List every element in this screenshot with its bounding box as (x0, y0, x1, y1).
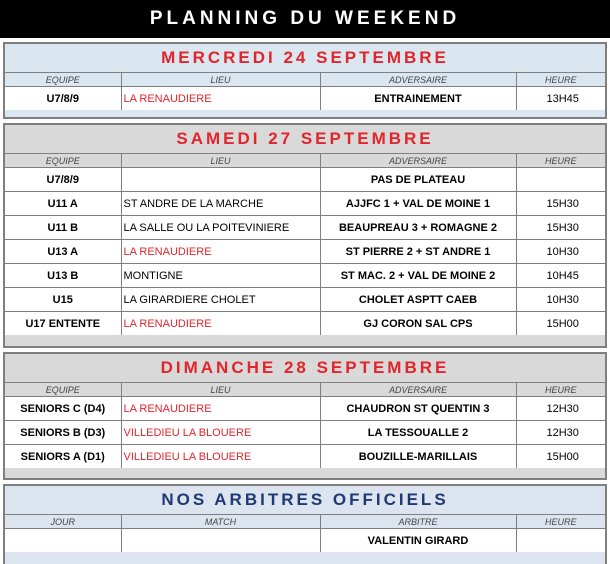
table-samedi (5, 154, 605, 335)
section-title-mercredi: MERCREDI 24 SEPTEMBRE (5, 44, 605, 73)
venue-cell: LA SALLE OU LA POITEVINIERE (121, 216, 320, 240)
col-header-heure: HEURE (516, 383, 605, 397)
table-row (5, 312, 605, 336)
opponent-cell: PAS DE PLATEAU (320, 168, 516, 192)
match-cell (121, 529, 320, 553)
opponent-cell: GJ CORON SAL CPS (320, 312, 516, 336)
time-cell: 12H30 (516, 397, 605, 421)
time-cell: 13H45 (516, 87, 605, 111)
time-cell: 10H30 (516, 240, 605, 264)
time-cell: 10H30 (516, 288, 605, 312)
team-cell: U13 A (5, 240, 121, 264)
section-dimanche (3, 352, 607, 480)
opponent-cell: CHAUDRON ST QUENTIN 3 (320, 397, 516, 421)
day-cell (5, 529, 121, 553)
col-header-equipe: EQUIPE (5, 383, 121, 397)
venue-cell (121, 168, 320, 192)
table-row (5, 216, 605, 240)
col-header-equipe: EQUIPE (5, 154, 121, 168)
venue-cell: VILLEDIEU LA BLOUERE (121, 421, 320, 445)
venue-cell: MONTIGNE (121, 264, 320, 288)
col-header-heure: HEURE (516, 154, 605, 168)
time-cell: 15H00 (516, 445, 605, 469)
table-mercredi (5, 73, 605, 110)
team-cell: U13 B (5, 264, 121, 288)
time-cell: 15H30 (516, 216, 605, 240)
col-header-adversaire: ADVERSAIRE (320, 73, 516, 87)
team-cell: U7/8/9 (5, 168, 121, 192)
team-cell: SENIORS C (D4) (5, 397, 121, 421)
time-cell (516, 529, 605, 553)
venue-cell: LA GIRARDIERE CHOLET (121, 288, 320, 312)
opponent-cell: ST PIERRE 2 + ST ANDRE 1 (320, 240, 516, 264)
section-title-samedi: SAMEDI 27 SEPTEMBRE (5, 125, 605, 154)
venue-cell: LA RENAUDIERE (121, 240, 320, 264)
referee-cell: VALENTIN GIRARD (320, 529, 516, 553)
section-samedi (3, 123, 607, 348)
team-cell: U11 A (5, 192, 121, 216)
col-header-equipe: EQUIPE (5, 73, 121, 87)
opponent-cell: ST MAC. 2 + VAL DE MOINE 2 (320, 264, 516, 288)
venue-cell: ST ANDRE DE LA MARCHE (121, 192, 320, 216)
venue-cell: LA RENAUDIERE (121, 312, 320, 336)
team-cell: U11 B (5, 216, 121, 240)
col-header-adversaire: ADVERSAIRE (320, 154, 516, 168)
time-cell: 10H45 (516, 264, 605, 288)
section-title-dimanche: DIMANCHE 28 SEPTEMBRE (5, 354, 605, 383)
page-title: PLANNING DU WEEKEND (0, 0, 610, 38)
section-mercredi (3, 42, 607, 119)
table-arbitres (5, 515, 605, 552)
col-header-heure: HEURE (516, 73, 605, 87)
venue-cell: VILLEDIEU LA BLOUERE (121, 445, 320, 469)
col-header-jour: JOUR (5, 515, 121, 529)
table-row (5, 421, 605, 445)
table-row (5, 445, 605, 469)
time-cell: 12H30 (516, 421, 605, 445)
col-header-lieu: LIEU (121, 383, 320, 397)
table-row (5, 397, 605, 421)
venue-cell: LA RENAUDIERE (121, 397, 320, 421)
table-row (5, 529, 605, 553)
table-row (5, 192, 605, 216)
section-arbitres (3, 484, 607, 564)
time-cell: 15H00 (516, 312, 605, 336)
table-row (5, 168, 605, 192)
table-row (5, 87, 605, 111)
team-cell: U7/8/9 (5, 87, 121, 111)
opponent-cell: BOUZILLE-MARILLAIS (320, 445, 516, 469)
section-title-arbitres: NOS ARBITRES OFFICIELS (5, 486, 605, 515)
venue-cell: LA RENAUDIERE (121, 87, 320, 111)
time-cell: 15H30 (516, 192, 605, 216)
opponent-cell: BEAUPREAU 3 + ROMAGNE 2 (320, 216, 516, 240)
opponent-cell: AJJFC 1 + VAL DE MOINE 1 (320, 192, 516, 216)
opponent-cell: LA TESSOUALLE 2 (320, 421, 516, 445)
col-header-adversaire: ADVERSAIRE (320, 383, 516, 397)
team-cell: SENIORS B (D3) (5, 421, 121, 445)
col-header-match: MATCH (121, 515, 320, 529)
opponent-cell: CHOLET ASPTT CAEB (320, 288, 516, 312)
team-cell: U17 ENTENTE (5, 312, 121, 336)
col-header-lieu: LIEU (121, 154, 320, 168)
col-header-arbitre: ARBITRE (320, 515, 516, 529)
team-cell: SENIORS A (D1) (5, 445, 121, 469)
table-dimanche (5, 383, 605, 468)
table-row (5, 264, 605, 288)
team-cell: U15 (5, 288, 121, 312)
col-header-lieu: LIEU (121, 73, 320, 87)
time-cell (516, 168, 605, 192)
table-row (5, 288, 605, 312)
table-row (5, 240, 605, 264)
col-header-heure: HEURE (516, 515, 605, 529)
opponent-cell: ENTRAINEMENT (320, 87, 516, 111)
